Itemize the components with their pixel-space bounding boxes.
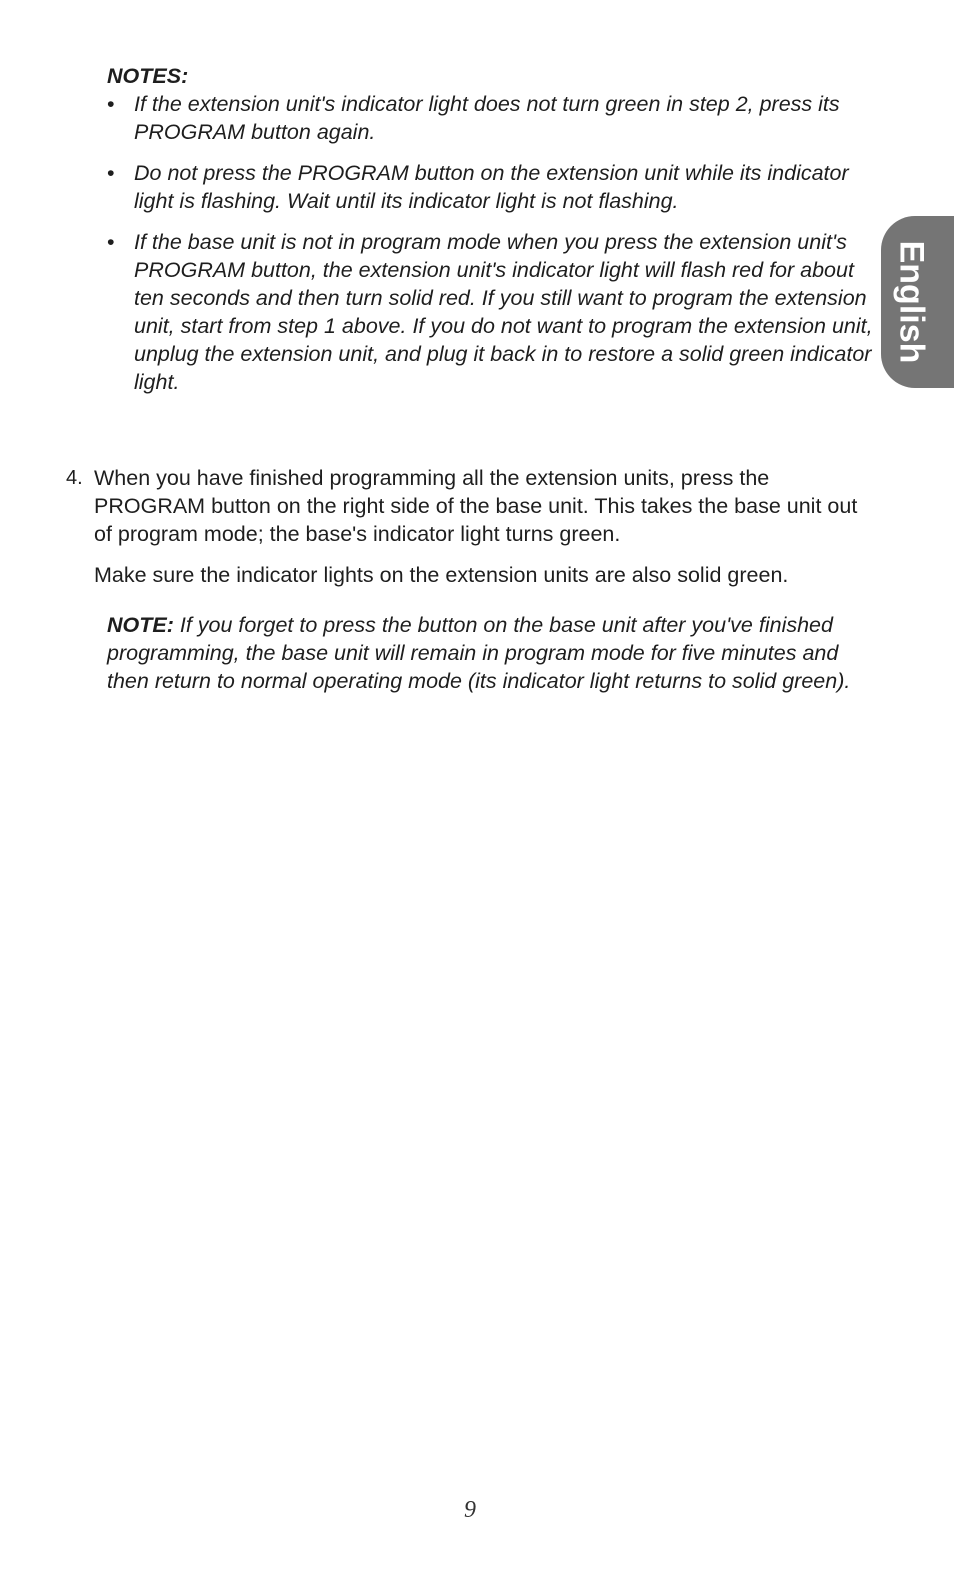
list-item <box>107 90 877 146</box>
list-item <box>107 228 877 396</box>
step-4 <box>66 464 866 695</box>
step-number: 4. <box>66 467 83 489</box>
step-paragraph: When you have finished programming all the extension units, press the PROGRAM button on the right side of the base unit. This takes the base unit out of program mode; the base's indicator light turns green. <box>94 466 858 546</box>
note-body: If you forget to press the button on the base unit after you've finished programming, the base unit will remain in program mode for five minutes and then return to normal operating mode (its indicator light returns to solid green). <box>107 613 851 693</box>
notes-section <box>107 62 877 409</box>
bullet-icon: • <box>107 161 115 185</box>
bullet-icon: • <box>107 230 115 254</box>
note-text: If the extension unit's indicator light does not turn green in step 2, press its PROGRAM button again. <box>134 92 840 144</box>
note-text: If the base unit is not in program mode when you press the extension unit's PROGRAM button, the extension unit's indicator light will flash red for about ten seconds and then turn solid red. If you still want to program the extension unit, start from step 1 above. If you do not want to program the extension unit, unplug the extension unit, and plug it back in to restore a solid green indicator light. <box>134 230 873 394</box>
note-label: NOTE: <box>107 613 174 637</box>
note-text: Do not press the PROGRAM button on the extension unit while its indicator light is flashing. Wait until its indicator light is not flashing. <box>134 161 849 213</box>
language-tab <box>881 216 954 388</box>
page-number: 9 <box>464 1497 476 1523</box>
step-note <box>107 611 877 695</box>
step-paragraph: Make sure the indicator lights on the extension units are also solid green. <box>94 563 789 587</box>
notes-heading: NOTES: <box>107 64 189 88</box>
notes-list <box>107 90 877 396</box>
list-item <box>107 159 877 215</box>
bullet-icon: • <box>107 92 115 116</box>
language-tab-label: English <box>892 240 931 364</box>
